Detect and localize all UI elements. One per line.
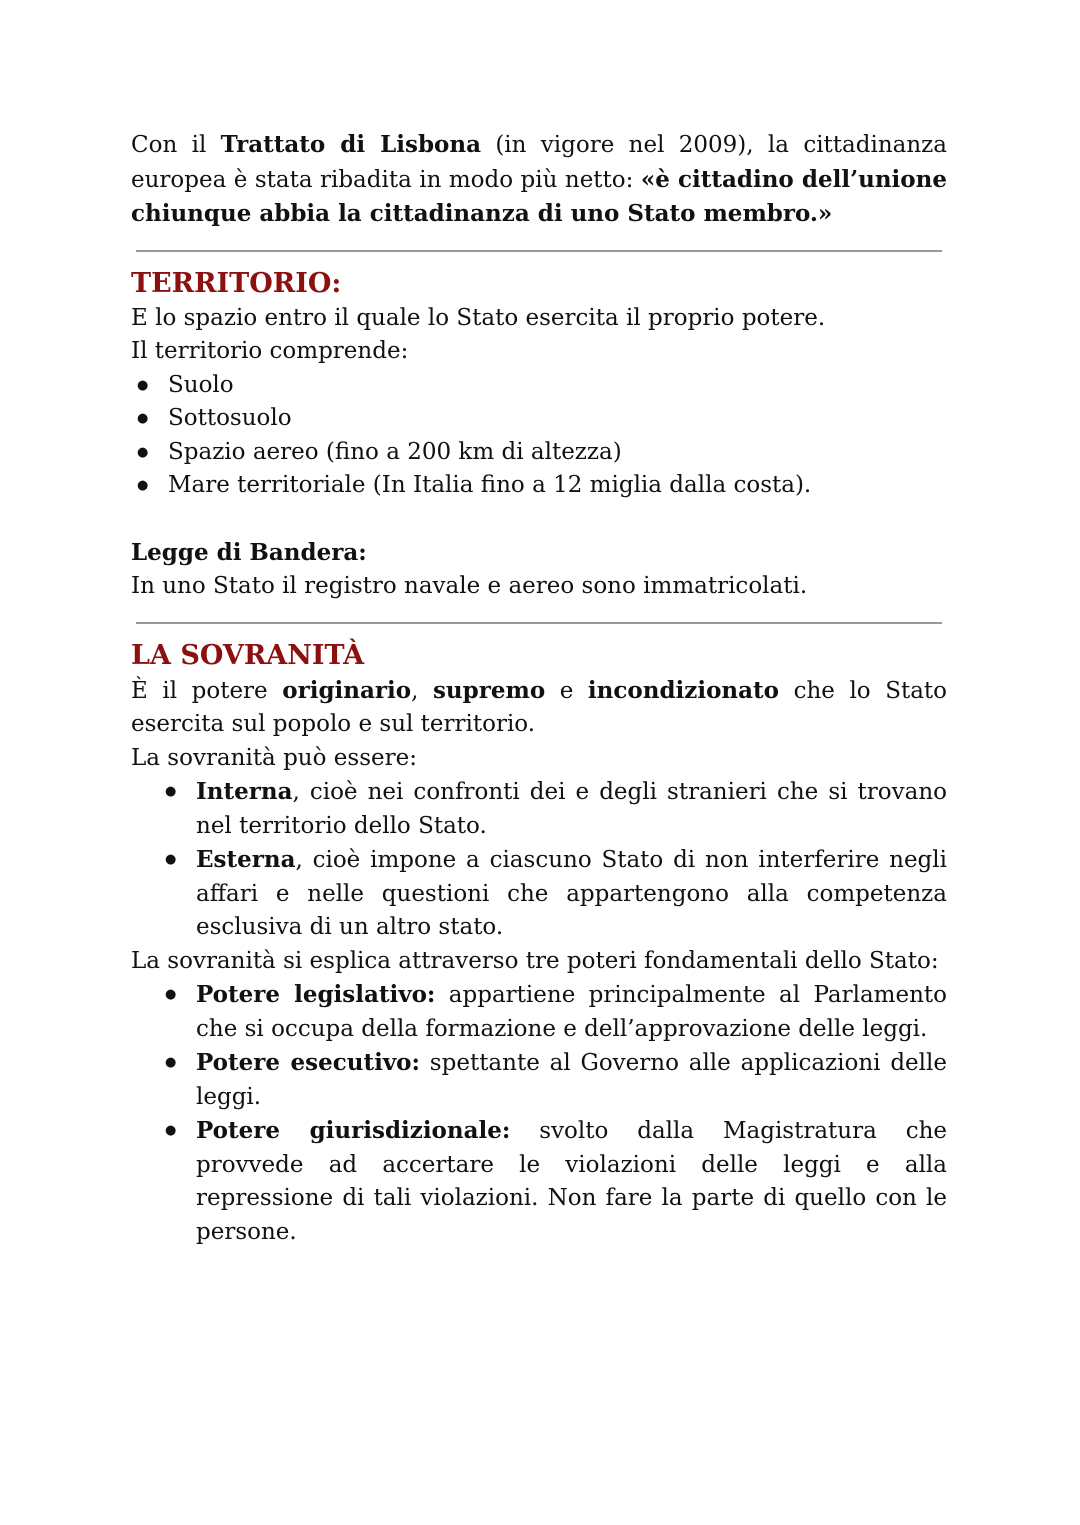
text: , cioè impone a ciascuno Stato di non interferire negli affari e nelle questioni che appartengono alla competenza esclusiva di un altro stato. [196,847,947,940]
heading-territorio: TERRITORIO: [131,267,342,299]
intro-paragraph [131,128,947,232]
list-item: ● Mare territoriale (In Italia fino a 12 miglia dalla costa). [131,469,947,503]
text: Con il [131,132,221,158]
list-item [131,843,947,945]
list-item [131,775,947,843]
sovranita-definition [131,674,947,742]
bold-text: Potere esecutivo: [196,1049,421,1076]
text: e [545,677,588,704]
territorio-definition: E lo spazio entro il quale lo Stato esercita il proprio potere. [131,304,826,331]
powers-list [131,978,947,1249]
bold-text: Potere giurisdizionale: [196,1117,511,1144]
bold-text: Trattato di Lisbona [220,131,481,158]
heading-sovranita: LA SOVRANITÀ [131,639,365,671]
bold-quote: «è cittadino dell’unione chiunque abbia la cittadinanza di uno Stato membro.» [131,165,947,227]
list-item: ● Suolo [131,369,947,403]
bold-text: Esterna [196,846,296,873]
bold-text: incondizionato [587,676,779,704]
list-item: ● Spazio aereo (fino a 200 km di altezza) [131,436,947,470]
divider [136,250,942,252]
list-item [131,978,947,1046]
powers-lead: La sovranità si esplica attraverso tre poteri fondamentali dello Stato: [131,947,939,974]
text: (in vigore nel 2009), la cittadinanza europea è stata ribadita in modo più netto: [131,132,947,193]
divider [136,622,942,624]
bandera-heading [131,536,947,571]
bold-text: Interna [196,778,293,805]
text: , cioè nei confronti dei e degli stranieri che si trovano nel territorio dello Stato. [196,779,947,839]
list-item [131,1114,947,1249]
bold-text: Potere legislativo: [196,981,436,1008]
bold-text: Legge di Bandera: [131,538,367,566]
territorio-lead: Il territorio comprende: [131,338,409,364]
text: È il potere [131,677,283,704]
sovranita-lead: La sovranità può essere: [131,744,417,771]
territorio-list [131,369,947,503]
text: spettante al Governo alle applicazioni delle leggi. [196,1050,947,1110]
bold-text: supremo [432,676,546,704]
bold-text: originario [282,676,412,704]
list-item: ● Sottosuolo [131,402,947,436]
list-item [131,1046,947,1114]
text: appartiene principalmente al Parlamento che si occupa della formazione e dell’approvazione delle leggi. [196,982,948,1042]
text: che lo Stato esercita sul popolo e sul territorio. [131,677,948,737]
sovranita-types [131,775,947,945]
bandera-text: In uno Stato il registro navale e aereo sono immatricolati. [131,573,808,599]
text: , [411,677,433,704]
text: svolto dalla Magistratura che provvede ad accertare le violazioni delle leggi e alla repressione di tali violazioni. Non fare la parte di quello con le persone. [196,1118,947,1245]
